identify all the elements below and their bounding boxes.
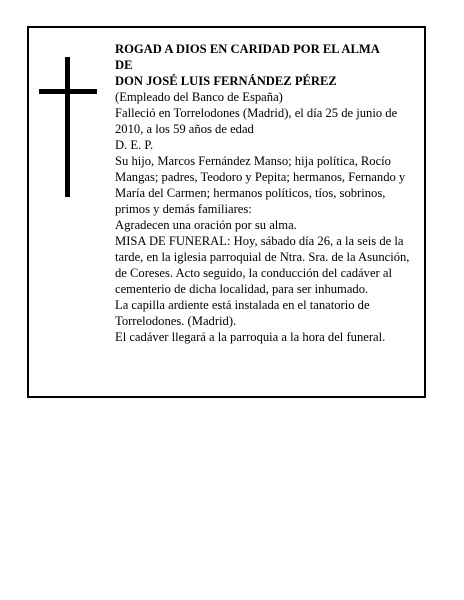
- heading-line-2: DE: [115, 58, 133, 72]
- obituary-notice: [27, 26, 426, 398]
- cross-horizontal-bar: [39, 89, 97, 94]
- family-list: Su hijo, Marcos Fernández Manso; hija política, Rocío Mangas; padres, Teodoro y Pepita; hermanos, Fernando y María del Carmen; hermanos políticos, tíos, sobrinos, primos y demás familiares:: [115, 154, 406, 216]
- heading-line-1: ROGAD A DIOS EN CARIDAD POR EL ALMA: [115, 42, 380, 56]
- arrival-info: El cadáver llegará a la parroquia a la hora del funeral.: [115, 330, 386, 344]
- chapel-info: La capilla ardiente está instalada en el tanatorio de Torrelodones. (Madrid).: [115, 298, 370, 328]
- deceased-name: DON JOSÉ LUIS FERNÁNDEZ PÉREZ: [115, 74, 337, 88]
- rip: D. E. P.: [115, 138, 154, 152]
- cross-vertical-bar: [65, 57, 70, 197]
- cross-icon: [39, 57, 97, 197]
- death-info: Falleció en Torrelodones (Madrid), el día 25 de junio de 2010, a los 59 años de edad: [115, 106, 398, 136]
- prayer-request: Agradecen una oración por su alma.: [115, 218, 297, 232]
- notice-text: [115, 41, 423, 345]
- occupation: (Empleado del Banco de España): [115, 90, 283, 104]
- funeral-mass: MISA DE FUNERAL: Hoy, sábado día 26, a la seis de la tarde, en la iglesia parroquial de Ntra. Sra. de la Asunción, de Coreses. Acto seguido, la conducción del cadáver al cementerio de dicha localidad, para ser inhumado.: [115, 234, 410, 296]
